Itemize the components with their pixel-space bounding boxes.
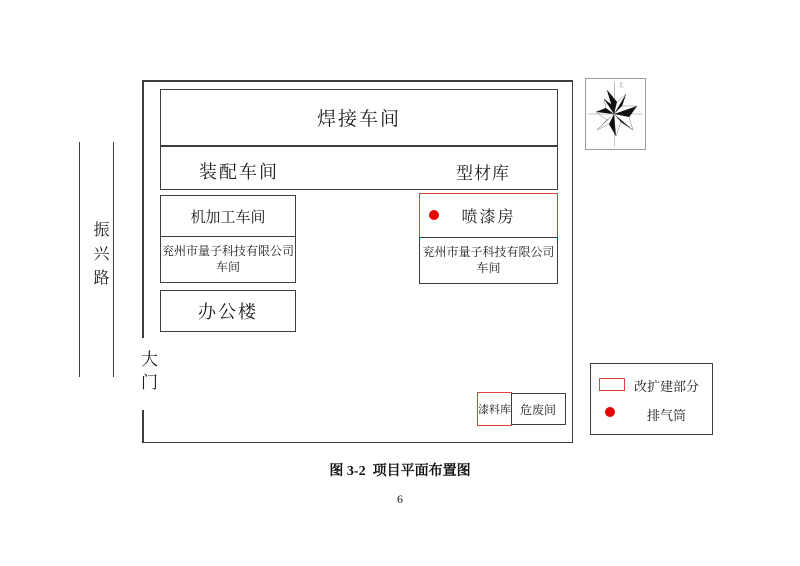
compass-box [585, 78, 646, 150]
workshop-line: 车间 [476, 261, 501, 275]
boundary-left-upper-line [142, 80, 144, 338]
building-paint-material-store [477, 392, 512, 426]
workshop-line: 车间 [215, 260, 240, 274]
legend-label-exhaust-stack: 排气筒 [647, 408, 687, 423]
wind-rose-icon [586, 79, 645, 149]
red-outline-rect-symbol [599, 378, 625, 391]
building-hazardous-waste-room [511, 393, 566, 425]
compass-north-label: 北 [618, 83, 625, 89]
boundary-left-lower-line [142, 410, 144, 443]
assembly-workshop-label: 装配车间 [199, 161, 279, 182]
boundary-bottom-line [142, 442, 573, 444]
figure-caption: 图 3-2 项目平面布置图 [329, 464, 471, 479]
building-office [160, 290, 296, 332]
building-company-workshop-left [160, 236, 296, 283]
building-company-workshop-right [419, 237, 558, 284]
building-label: 漆料库 [478, 404, 511, 416]
building-assembly-profile-band [160, 146, 558, 190]
legend-label-expansion: 改扩建部分 [634, 379, 700, 394]
company-name-line: 兖州市量子科技有限公司 [161, 244, 294, 258]
building-welding-workshop [160, 89, 558, 146]
building-label: 机加工车间 [190, 209, 266, 226]
road-line-outer [79, 142, 80, 377]
building-label: 危废间 [519, 402, 556, 417]
road-line-inner [113, 142, 114, 377]
road-name-label: 振兴路 [91, 221, 108, 293]
legend-box [590, 363, 713, 435]
building-label: 喷漆房 [461, 209, 516, 226]
page-number: 6 [397, 492, 403, 506]
company-name-line: 兖州市量子科技有限公司 [422, 245, 555, 259]
building-machining-workshop [160, 195, 296, 237]
gate-label: 大门 [138, 350, 157, 396]
building-label: 焊接车间 [316, 109, 401, 130]
boundary-top-line [142, 80, 573, 82]
red-dot-symbol [605, 407, 615, 417]
exhaust-stack-dot [429, 210, 439, 220]
profile-warehouse-label: 型材库 [456, 163, 510, 183]
building-paint-spray-room [419, 193, 558, 238]
boundary-right-line [572, 80, 574, 443]
building-label: 办公楼 [198, 302, 258, 322]
